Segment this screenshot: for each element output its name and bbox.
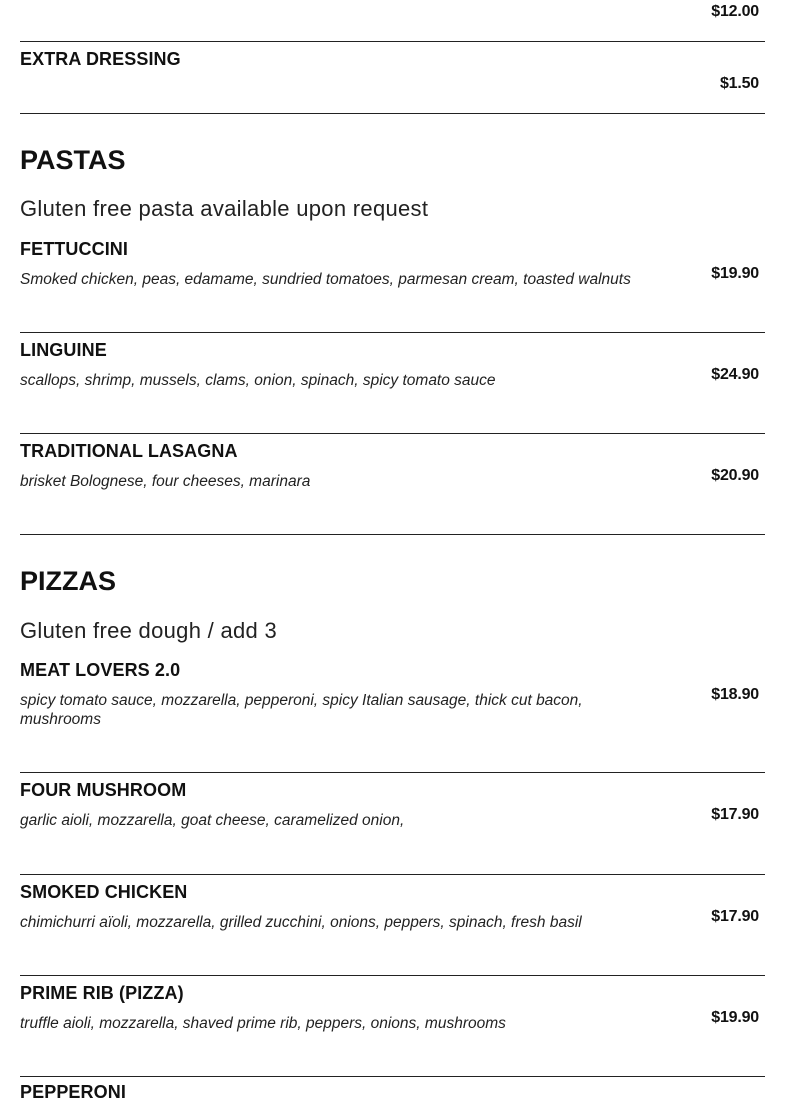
item-description: brisket Bolognese, four cheeses, marinara [20, 473, 311, 490]
divider [20, 332, 765, 333]
item-price: $19.90 [711, 265, 759, 282]
item-name: MEAT LOVERS 2.0 [20, 660, 181, 680]
divider [20, 433, 765, 434]
divider [20, 772, 765, 773]
item-description: Smoked chicken, peas, edamame, sundried tomatoes, parmesan cream, toasted walnuts [20, 271, 631, 288]
item-price: $19.90 [711, 1009, 759, 1026]
divider [20, 1076, 765, 1077]
item-description: scallops, shrimp, mussels, clams, onion, spinach, spicy tomato sauce [20, 372, 496, 389]
divider [20, 41, 765, 42]
item-name: PEPPERONI [20, 1082, 126, 1102]
item-name: SMOKED CHICKEN [20, 882, 188, 902]
item-price: $20.90 [711, 467, 759, 484]
item-name: TRADITIONAL LASAGNA [20, 441, 238, 461]
section-note-pizzas: Gluten free dough / add 3 [20, 618, 278, 643]
item-name: PRIME RIB (PIZZA) [20, 983, 184, 1003]
divider [20, 975, 765, 976]
item-price: $18.90 [711, 686, 759, 703]
item-name-extra-dressing: EXTRA DRESSING [20, 49, 181, 69]
item-description: truffle aioli, mozzarella, shaved prime rib, peppers, onions, mushrooms [20, 1015, 506, 1032]
item-price: $17.90 [711, 908, 759, 925]
section-title-pastas: PASTAS [20, 145, 126, 175]
prev-item-price: $12.00 [711, 3, 759, 20]
section-title-pizzas: PIZZAS [20, 566, 117, 596]
item-name: FETTUCCINI [20, 239, 128, 259]
divider [20, 874, 765, 875]
item-price-extra-dressing: $1.50 [719, 75, 759, 92]
item-price: $17.90 [711, 806, 759, 823]
item-description: spicy tomato sauce, mozzarella, pepperoni, spicy Italian sausage, thick cut bacon, mushrooms [20, 692, 583, 728]
item-description: chimichurri aïoli, mozzarella, grilled zucchini, onions, peppers, spinach, fresh basil [20, 914, 582, 931]
item-price: $24.90 [711, 366, 759, 383]
item-name: FOUR MUSHROOM [20, 780, 187, 800]
section-note-pastas: Gluten free pasta available upon request [20, 196, 429, 221]
divider [20, 113, 765, 114]
item-description: garlic aioli, mozzarella, goat cheese, caramelized onion, [20, 812, 405, 829]
item-name: LINGUINE [20, 340, 107, 360]
divider [20, 534, 765, 535]
